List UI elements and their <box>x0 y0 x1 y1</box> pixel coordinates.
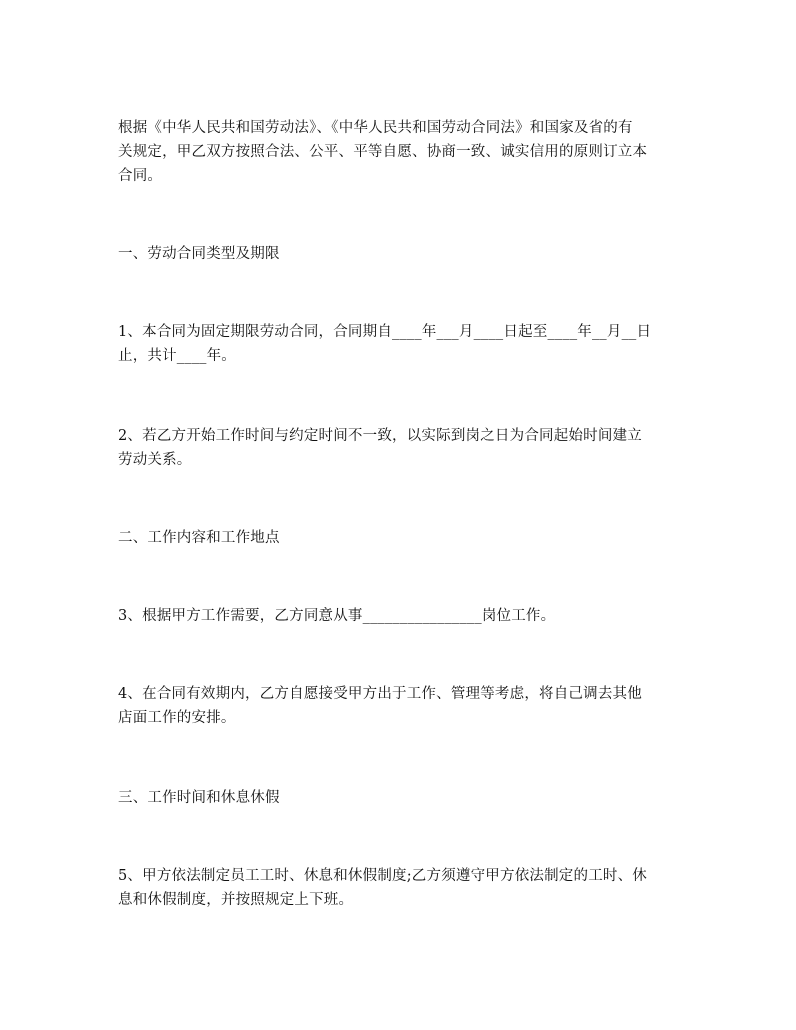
text-line: 息和休假制度，并按照规定上下班。 <box>118 892 354 908</box>
clause-paragraph <box>118 424 688 472</box>
section-heading <box>118 786 688 810</box>
intro-paragraph <box>118 116 688 188</box>
section-heading-text: 二、工作内容和工作地点 <box>118 530 280 546</box>
text-line: 3、根据甲方工作需要，乙方同意从事________________岗位工作。 <box>118 608 556 624</box>
section-heading <box>118 242 688 266</box>
text-line: 1、本合同为固定期限劳动合同，合同期自____年___月____日起至____年__月__日 <box>118 324 652 340</box>
section-heading-text: 三、工作时间和休息休假 <box>118 790 280 806</box>
text-line: 关规定，甲乙双方按照合法、公平、平等自愿、协商一致、诚实信用的原则订立本 <box>118 144 648 160</box>
clause-paragraph <box>118 604 688 628</box>
text-line: 4、在合同有效期内，乙方自愿接受甲方出于工作、管理等考虑，将自己调去其他 <box>118 686 642 702</box>
section-heading <box>118 526 688 550</box>
text-line: 5、甲方依法制定员工工时、休息和休假制度;乙方须遵守甲方依法制定的工时、休 <box>118 868 648 884</box>
text-line: 店面工作的安排。 <box>118 710 236 726</box>
clause-paragraph <box>118 682 688 730</box>
section-heading-text: 一、劳动合同类型及期限 <box>118 246 280 262</box>
clause-paragraph <box>118 320 688 368</box>
clause-paragraph <box>118 864 688 912</box>
text-line: 2、若乙方开始工作时间与约定时间不一致，以实际到岗之日为合同起始时间建立 <box>118 428 642 444</box>
text-line: 合同。 <box>118 168 163 184</box>
text-line: 止，共计____年。 <box>118 348 236 364</box>
text-line: 劳动关系。 <box>118 452 192 468</box>
text-line: 根据《中华人民共和国劳动法》、《中华人民共和国劳动合同法》和国家及省的有 <box>118 120 633 136</box>
